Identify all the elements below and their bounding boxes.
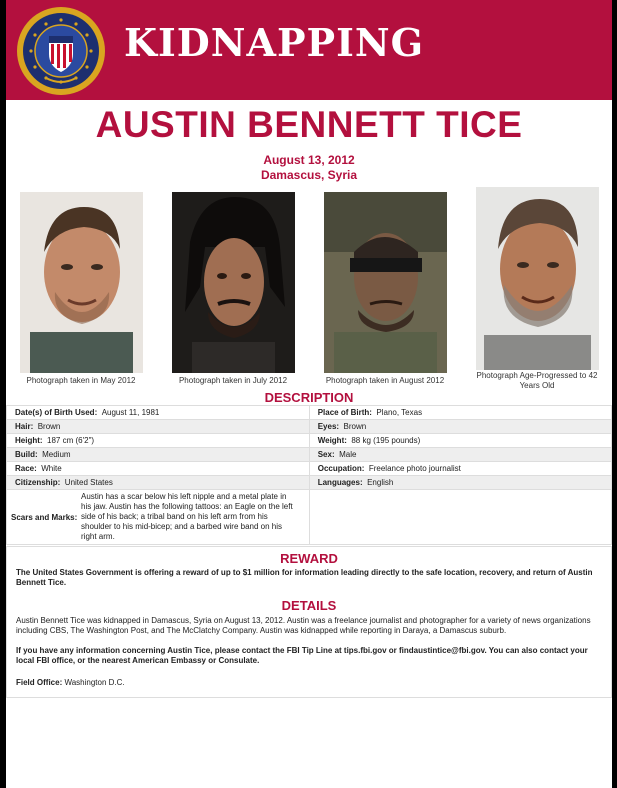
banner-title: KIDNAPPING bbox=[124, 20, 425, 65]
details-heading: DETAILS bbox=[281, 598, 337, 613]
field-office-value: Washington D.C. bbox=[64, 678, 125, 687]
table-row bbox=[7, 490, 612, 545]
photo-caption-4: Photograph Age-Progressed to 42 Years Old bbox=[476, 371, 598, 390]
field-label: Weight: bbox=[317, 436, 347, 445]
field-label: Citizenship: bbox=[15, 478, 61, 487]
field-label: Sex: bbox=[317, 450, 335, 459]
field-value: Austin has a scar below his left nipple and a metal plate in his jaw. Austin has the following tattoos: an Eagle on the left side of his back; a tribal band on his left arm from his shoulder to his mid-bicep; and a barbed wire band on his right arm. bbox=[81, 492, 293, 541]
field-value: English bbox=[367, 478, 394, 487]
table-row bbox=[7, 448, 612, 462]
photo-caption-2: Photograph taken in July 2012 bbox=[178, 376, 288, 385]
field-value: United States bbox=[64, 478, 113, 487]
fbi-seal-icon bbox=[16, 6, 106, 96]
field-label: Place of Birth: bbox=[317, 408, 372, 417]
incident-date: August 13, 2012 bbox=[263, 153, 355, 167]
field-office-label: Field Office: bbox=[16, 678, 63, 687]
subject-name: AUSTIN BENNETT TICE bbox=[95, 104, 523, 145]
field-label: Languages: bbox=[317, 478, 363, 487]
reward-heading: REWARD bbox=[280, 551, 338, 566]
field-value: White bbox=[41, 464, 62, 473]
table-row bbox=[7, 476, 612, 490]
table-row bbox=[7, 462, 612, 476]
field-label: Occupation: bbox=[317, 464, 365, 473]
field-value: Plano, Texas bbox=[376, 408, 423, 417]
header-banner bbox=[6, 0, 612, 100]
field-label: Height: bbox=[15, 436, 43, 445]
field-office bbox=[16, 678, 606, 688]
table-row bbox=[7, 434, 612, 448]
photo-age-progressed bbox=[476, 187, 599, 370]
details-text: Austin Bennett Tice was kidnapped in Damascus, Syria on August 13, 2012. Austin was a freelance journalist and photographer for a variety of news organizations including CBS, The Washington Post, and The McClatchy Company. Austin was kidnapped while reporting in Daraya, a Damascus suburb. bbox=[16, 616, 591, 636]
field-label: Eyes: bbox=[317, 422, 340, 431]
field-label: Build: bbox=[15, 450, 38, 459]
contact-text: If you have any information concerning Austin Tice, please contact the FBI Tip Line at tips.fbi.gov or findaustintice@fbi.gov. You can also contact your local FBI office, or the nearest American Embassy or Consulate. bbox=[16, 646, 588, 666]
field-label: Hair: bbox=[15, 422, 34, 431]
reward-text: The United States Government is offering a reward of up to $1 million for information leading directly to the safe location, recovery, and return of Austin Bennett Tice. bbox=[16, 568, 593, 588]
field-value: Male bbox=[339, 450, 357, 459]
field-value: Freelance photo journalist bbox=[368, 464, 461, 473]
field-value: August 11, 1981 bbox=[101, 408, 160, 417]
photo-caption-1: Photograph taken in May 2012 bbox=[26, 376, 136, 385]
photo-july-2012 bbox=[172, 192, 295, 373]
field-label: Race: bbox=[15, 464, 37, 473]
field-label: Date(s) of Birth Used: bbox=[15, 408, 98, 417]
field-value: 88 kg (195 pounds) bbox=[351, 436, 421, 445]
description-table bbox=[6, 405, 612, 545]
wanted-poster bbox=[6, 0, 612, 788]
field-value: 187 cm (6'2") bbox=[47, 436, 95, 445]
table-row bbox=[7, 420, 612, 434]
photo-may-2012 bbox=[20, 192, 143, 373]
incident-location: Damascus, Syria bbox=[260, 168, 358, 182]
table-row bbox=[7, 406, 612, 420]
field-value: Brown bbox=[37, 422, 61, 431]
field-value: Brown bbox=[343, 422, 367, 431]
photo-caption-3: Photograph taken in August 2012 bbox=[325, 376, 445, 385]
photo-august-2012 bbox=[324, 192, 447, 373]
field-label: Scars and Marks: bbox=[11, 512, 78, 522]
field-value: Medium bbox=[42, 450, 71, 459]
description-heading: DESCRIPTION bbox=[264, 390, 354, 405]
